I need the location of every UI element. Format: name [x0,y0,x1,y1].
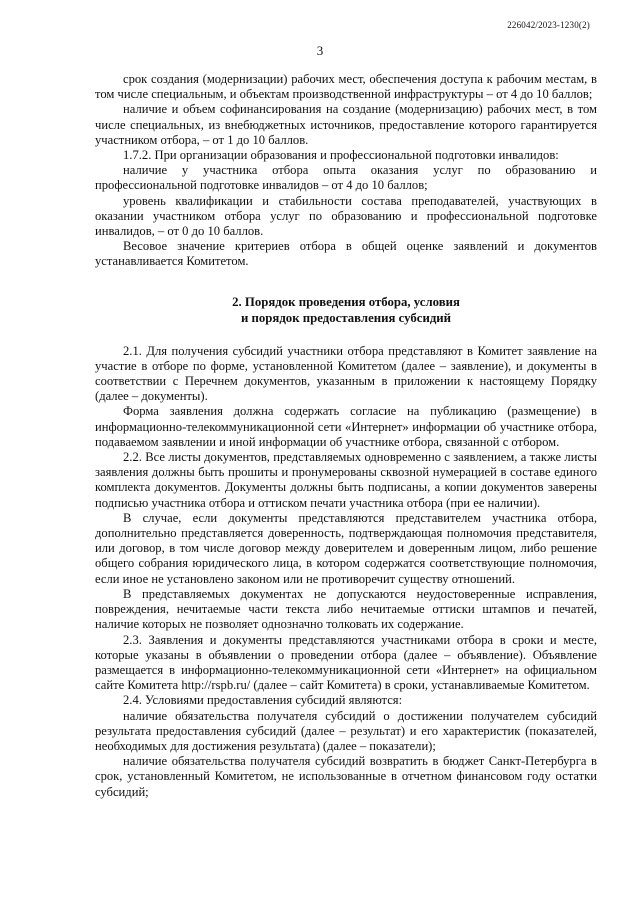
paragraph: 2.1. Для получения субсидий участники отбора представляют в Комитет заявление на участие в отборе по форме, установленной Комитетом (далее – заявление), и документы в соответствии с Перечнем документов, указанным в приложении к настоящему Порядку (далее – документы). [95,343,597,404]
page-number: 3 [316,43,324,58]
paragraph: срок создания (модернизации) рабочих мест, обеспечения доступа к рабочим местам, в том числе специальным, и объектам производственной инфраструктуры – от 4 до 10 баллов; [95,72,597,102]
section-heading-line: и порядок предоставления субсидий [240,310,452,325]
paragraph: Весовое значение критериев отбора в общей оценке заявлений и документов устанавливается Комитетом. [95,239,597,269]
paragraph: Форма заявления должна содержать согласие на публикацию (размещение) в информационно-телекоммуникационной сети «Интернет» информации об участнике отбора, подаваемом заявлении и иной информации об участнике отбора, связанной с отбором. [95,404,597,449]
paragraph: 2.2. Все листы документов, представляемых одновременно с заявлением, а также листы заявления должны быть прошиты и пронумерованы сквозной нумерацией в составе единого комплекта документов. Документы должны быть подписаны, а копии документов заверены подписью участника отбора и оттиском печати участника отбора (при ее наличии). [95,450,597,510]
paragraph: В случае, если документы представляются представителем участника отбора, дополнительно представляется доверенность, подтверждающая полномочия представителя, или договор, в том числе договор между доверителем и доверенным лицом, либо решение общего собрания юридического лица, в котором содержатся соответствующие полномочия, если иное не установлено законом или не противоречит существу отношений. [95,510,597,586]
paragraph: уровень квалификации и стабильности состава преподавателей, участвующих в оказании участником отбора услуг по образованию и профессиональной подготовке инвалидов, – от 0 до 10 баллов. [95,193,597,239]
paragraph: наличие и объем софинансирования на создание (модернизацию) рабочих мест, в том числе специальных, из внебюджетных источников, предоставление которого гарантируется участником отбора, – от 1 до 10 баллов. [95,102,597,147]
paragraph: наличие обязательства получателя субсидий о достижении получателем субсидий результата предоставления субсидий (далее – результат) и его характеристик (показателей, необходимых для достижения результата) (далее – показатели); [95,708,597,753]
paragraph: 2.4. Условиями предоставления субсидий являются: [123,693,403,708]
section-heading [95,294,597,326]
section-heading-line: 2. Порядок проведения отбора, условия [232,294,460,309]
document-body [95,72,597,800]
paragraph: 2.3. Заявления и документы представляются участниками отбора в сроки и месте, которые указаны в объявлении о проведении отбора (далее – объявление). Объявление размещается в информационно-телекоммуникационной сети «Интернет» на официальном сайте Комитета http://rspb.ru/ (далее – сайт Комитета) в сроки, устанавливаемые Комитетом. [95,632,597,693]
paragraph: 1.7.2. При организации образования и профессиональной подготовки инвалидов: [123,148,559,163]
document-registration-number: 226042/2023-1230(2) [507,20,590,30]
paragraph: наличие у участника отбора опыта оказания услуг по образованию и профессиональной подготовке инвалидов – от 4 до 10 баллов; [95,163,597,193]
paragraph: В представляемых документах не допускаются неудостоверенные исправления, повреждения, нечитаемые части текста либо нечитаемые оттиски штампов и печатей, наличие которых не позволяет однозначно толковать их содержание. [95,586,597,632]
paragraph: наличие обязательства получателя субсидий возвратить в бюджет Санкт-Петербурга в срок, установленный Комитетом, не использованные в отчетном финансовом году остатки субсидий; [95,754,597,799]
